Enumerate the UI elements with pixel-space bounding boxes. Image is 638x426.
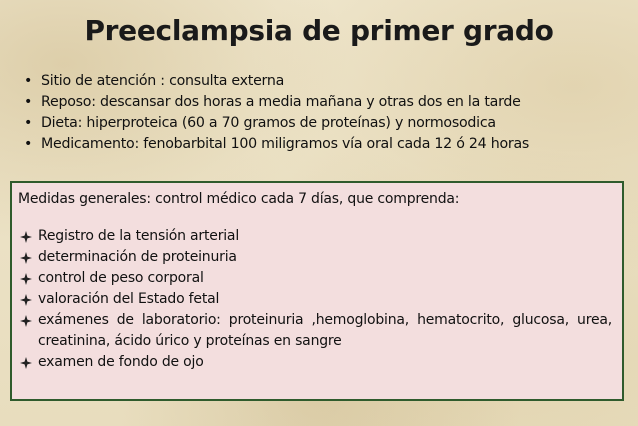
bullet-text: Reposo: descansar dos horas a media mañana y otras dos en la tarde bbox=[41, 94, 521, 110]
measure-item bbox=[18, 268, 612, 289]
bullet-list bbox=[24, 71, 529, 155]
diamond-bullet-icon bbox=[20, 231, 32, 243]
bullet-item bbox=[24, 71, 529, 92]
diamond-bullet-icon bbox=[20, 315, 32, 327]
measure-text: exámenes de laboratorio: proteinuria ,hemoglobina, hematocrito, glucosa, urea, creatinina, ácido úrico y proteínas en sangre bbox=[38, 312, 612, 349]
bullet-item bbox=[24, 134, 529, 155]
bullet-item bbox=[24, 113, 529, 134]
bullet-dot-icon: • bbox=[24, 73, 33, 89]
measure-item bbox=[18, 352, 612, 373]
diamond-bullet-icon bbox=[20, 294, 32, 306]
measure-item bbox=[18, 247, 612, 268]
bullet-text: Medicamento: fenobarbital 100 miligramos vía oral cada 12 ó 24 horas bbox=[41, 136, 530, 152]
general-measures-box bbox=[10, 181, 624, 401]
measure-item bbox=[18, 226, 612, 247]
measure-text: Registro de la tensión arterial bbox=[38, 228, 240, 244]
measure-text: examen de fondo de ojo bbox=[38, 354, 204, 370]
bullet-item bbox=[24, 92, 529, 113]
bullet-text: Sitio de atención : consulta externa bbox=[41, 73, 285, 89]
measure-item bbox=[18, 310, 612, 352]
measure-text: valoración del Estado fetal bbox=[38, 291, 220, 307]
diamond-bullet-icon bbox=[20, 357, 32, 369]
box-heading: Medidas generales: control médico cada 7 días, que comprenda: bbox=[18, 191, 460, 207]
bullet-dot-icon: • bbox=[24, 94, 33, 110]
bullet-dot-icon: • bbox=[24, 115, 33, 131]
bullet-text: Dieta: hiperproteica (60 a 70 gramos de proteínas) y normosodica bbox=[41, 115, 496, 131]
diamond-bullet-icon bbox=[20, 252, 32, 264]
measure-item bbox=[18, 289, 612, 310]
measure-text: control de peso corporal bbox=[38, 270, 204, 286]
measures-list bbox=[18, 226, 612, 373]
bullet-dot-icon: • bbox=[24, 136, 33, 152]
slide-title: Preeclampsia de primer grado bbox=[84, 14, 554, 47]
diamond-bullet-icon bbox=[20, 273, 32, 285]
measure-text: determinación de proteinuria bbox=[38, 249, 237, 265]
